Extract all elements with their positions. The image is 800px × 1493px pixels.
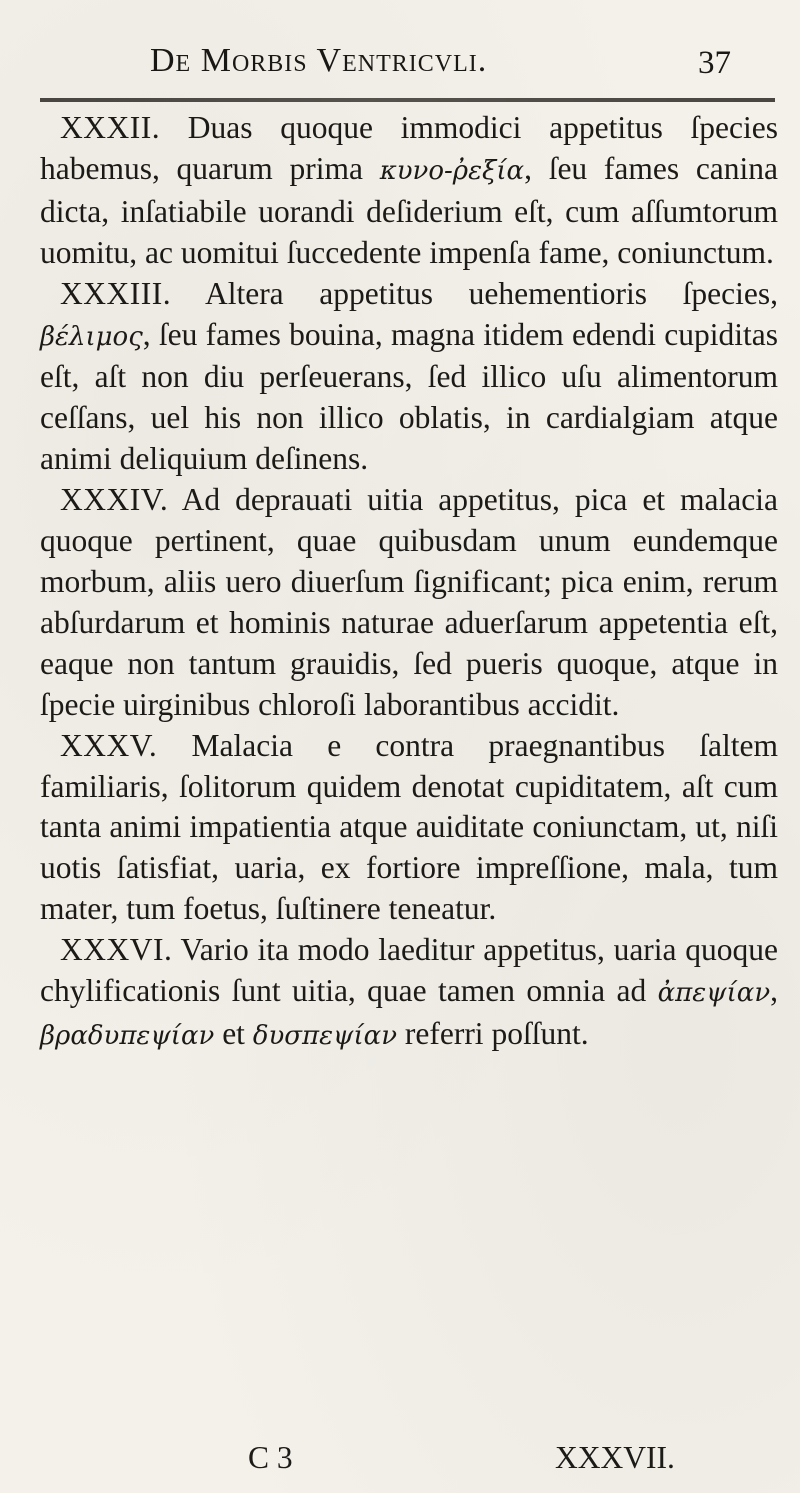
paragraph-text: , ſeu fames bouina, magna itidem edendi cupiditas eſt, aſt non diu perſeuerans, ſed illico uſu alimentorum ceſſans, uel his non illico oblatis, in cardialgiam atque animi deliquium deſinens. (40, 316, 778, 477)
paragraph-text: Duas quoque immodici appetitus ſpecies habemus, quarum prima (40, 110, 778, 186)
header-rule-divider (40, 98, 775, 102)
paragraph-text: Vario ita modo laeditur appetitus, uaria quoque chylificationis ſunt uitia, quae tamen omnia ad (40, 932, 778, 1009)
paragraph-number: XXXIV. (60, 482, 169, 518)
catchword: XXXVII. (555, 1440, 675, 1475)
paragraph-text: Malacia e contra praegnantibus ſaltem familiaris, ſolitorum quidem denotat cupiditatem, aſt cum tanta animi impatientia atque auiditate coniunctam, ut, niſi uotis ſatisfiat, uaria, ex fortiore impreſſione, mala, tum mater, tum foetus, ſuſtinere teneatur. (40, 727, 778, 927)
greek-term: ἀπεψίαν (657, 978, 771, 1009)
paragraph-text: , (770, 973, 778, 1009)
paragraph-xxxvi (40, 930, 778, 1057)
paragraph-xxxiii (40, 274, 778, 481)
greek-term: κυνο-ῤεξία (379, 155, 525, 186)
paragraph-text: , ſeu fames canina dicta, inſatiabile uorandi deſiderium eſt, cum aſſumtorum uomitu, ac uomitui ſuccedente impenſa fame, coniunctum. (40, 150, 779, 270)
greek-term: δυσπεψίαν (252, 1020, 398, 1051)
running-head-title: De Morbis Ventricvli. (150, 42, 488, 79)
footer-catchline (40, 1440, 778, 1480)
paragraph-xxxiv (40, 480, 778, 725)
paragraph-number: XXXII. (60, 110, 161, 145)
paragraph-text: et (214, 1015, 253, 1051)
paragraph-text: referri poſſunt. (397, 1015, 589, 1051)
paragraph-number: XXXIII. (60, 275, 172, 311)
paragraph-text: Altera appetitus uehementioris ſpecies, (171, 275, 778, 311)
greek-term: βέλιμος (40, 321, 143, 352)
paragraph-xxxv (40, 726, 778, 931)
signature-mark: C 3 (248, 1440, 293, 1475)
paragraph-xxxii (40, 108, 778, 274)
main-text-block (40, 108, 778, 1057)
paragraph-number: XXXV. (60, 727, 158, 763)
page-number: 37 (698, 45, 731, 81)
paragraph-number: XXXVI. (60, 932, 173, 968)
paragraph-text: Ad deprauati uitia appetitus, pica et malacia quoque pertinent, quae quibusdam unum eundemque morbum, aliis uero diuerſum ſignificant; pica enim, rerum abſurdarum et hominis naturae aduerſarum appetentia eſt, eaque non tantum grauidis, ſed pueris quoque, atque in ſpecie uirginibus chloroſi laborantibus accidit. (40, 482, 778, 722)
greek-term: βραδυπεψίαν (40, 1020, 215, 1051)
